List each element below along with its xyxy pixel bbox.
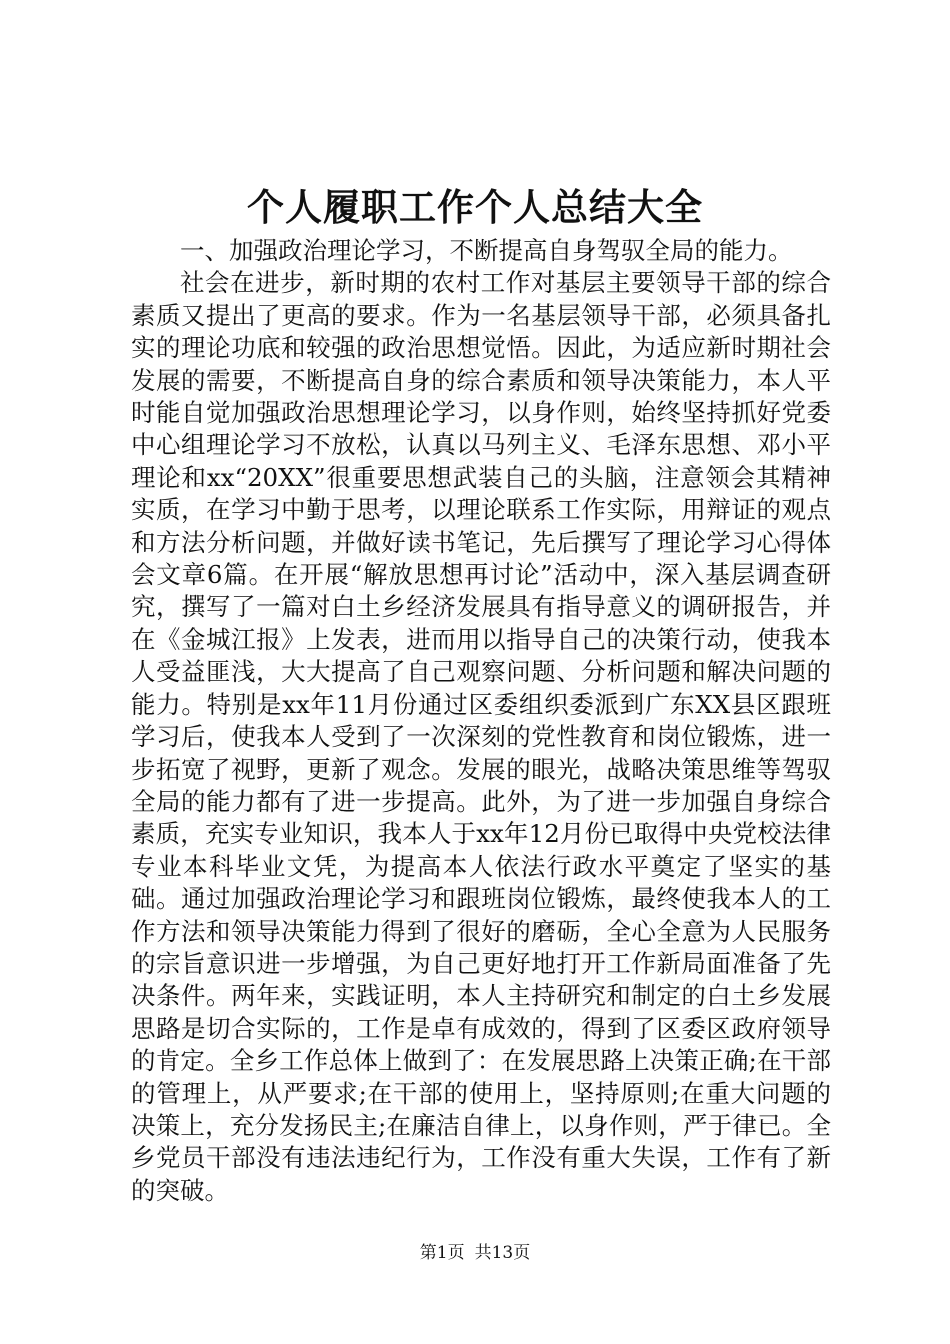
page-footer (0, 1242, 950, 1264)
page-number: 第1页 (419, 1243, 465, 1263)
document-body (131, 235, 831, 1207)
page-total: 共13页 (474, 1243, 531, 1263)
document-title: 个人履职工作个人总结大全 (247, 185, 703, 229)
section-heading: 一、加强政治理论学习，不断提高自身驾驭全局的能力。 (180, 236, 793, 265)
body-paragraph: 社会在进步，新时期的农村工作对基层主要领导干部的综合素质又提出了更高的要求。作为一名基层领导干部，必须具备扎实的理论功底和较强的政治思想觉悟。因此，为适应新时期社会发展的需要，不断提高自身的综合素质和领导决策能力，本人平时能自觉加强政治思想理论学习，以身作则，始终坚持抓好党委中心组理论学习不放松，认真以马列主义、毛泽东思想、邓小平理论和xx“20XX”很重要思想武装自己的头脑，注意领会其精神实质，在学习中勤于思考，以理论联系工作实际，用辩证的观点和方法分析问题，并做好读书笔记，先后撰写了理论学习心得体会文章6篇。在开展“解放思想再讨论”活动中，深入基层调查研究，撰写了一篇对白土乡经济发展具有指导意义的调研报告，并在《金城江报》上发表，进而用以指导自己的决策行动，使我本人受益匪浅，大大提高了自己观察问题、分析问题和解决问题的能力。特别是xx年11月份通过区委组织委派到广东XX县区跟班学习后，使我本人受到了一次深刻的党性教育和岗位锻炼，进一步拓宽了视野，更新了观念。发展的眼光，战略决策思维等驾驭全局的能力都有了进一步提高。此外，为了进一步加强自身综合素质，充实专业知识，我本人于xx年12月份已取得中央党校法律专业本科毕业文凭，为提高本人依法行政水平奠定了坚实的基础。通过加强政治理论学习和跟班岗位锻炼，最终使我本人的工作方法和领导决策能力得到了很好的磨砺，全心全意为人民服务的宗旨意识进一步增强，为自己更好地打开工作新局面准备了先决条件。两年来，实践证明，本人主持研究和制定的白土乡发展思路是切合实际的，工作是卓有成效的，得到了区委区政府领导的肯定。全乡工作总体上做到了：在发展思路上决策正确;在干部的管理上，从严要求;在干部的使用上，坚持原则;在重大问题的决策上，充分发扬民主;在廉洁自律上，以身作则，严于律已。全乡党员干部没有违法违纪行为，工作没有重大失误，工作有了新的突破。 (131, 268, 831, 1205)
